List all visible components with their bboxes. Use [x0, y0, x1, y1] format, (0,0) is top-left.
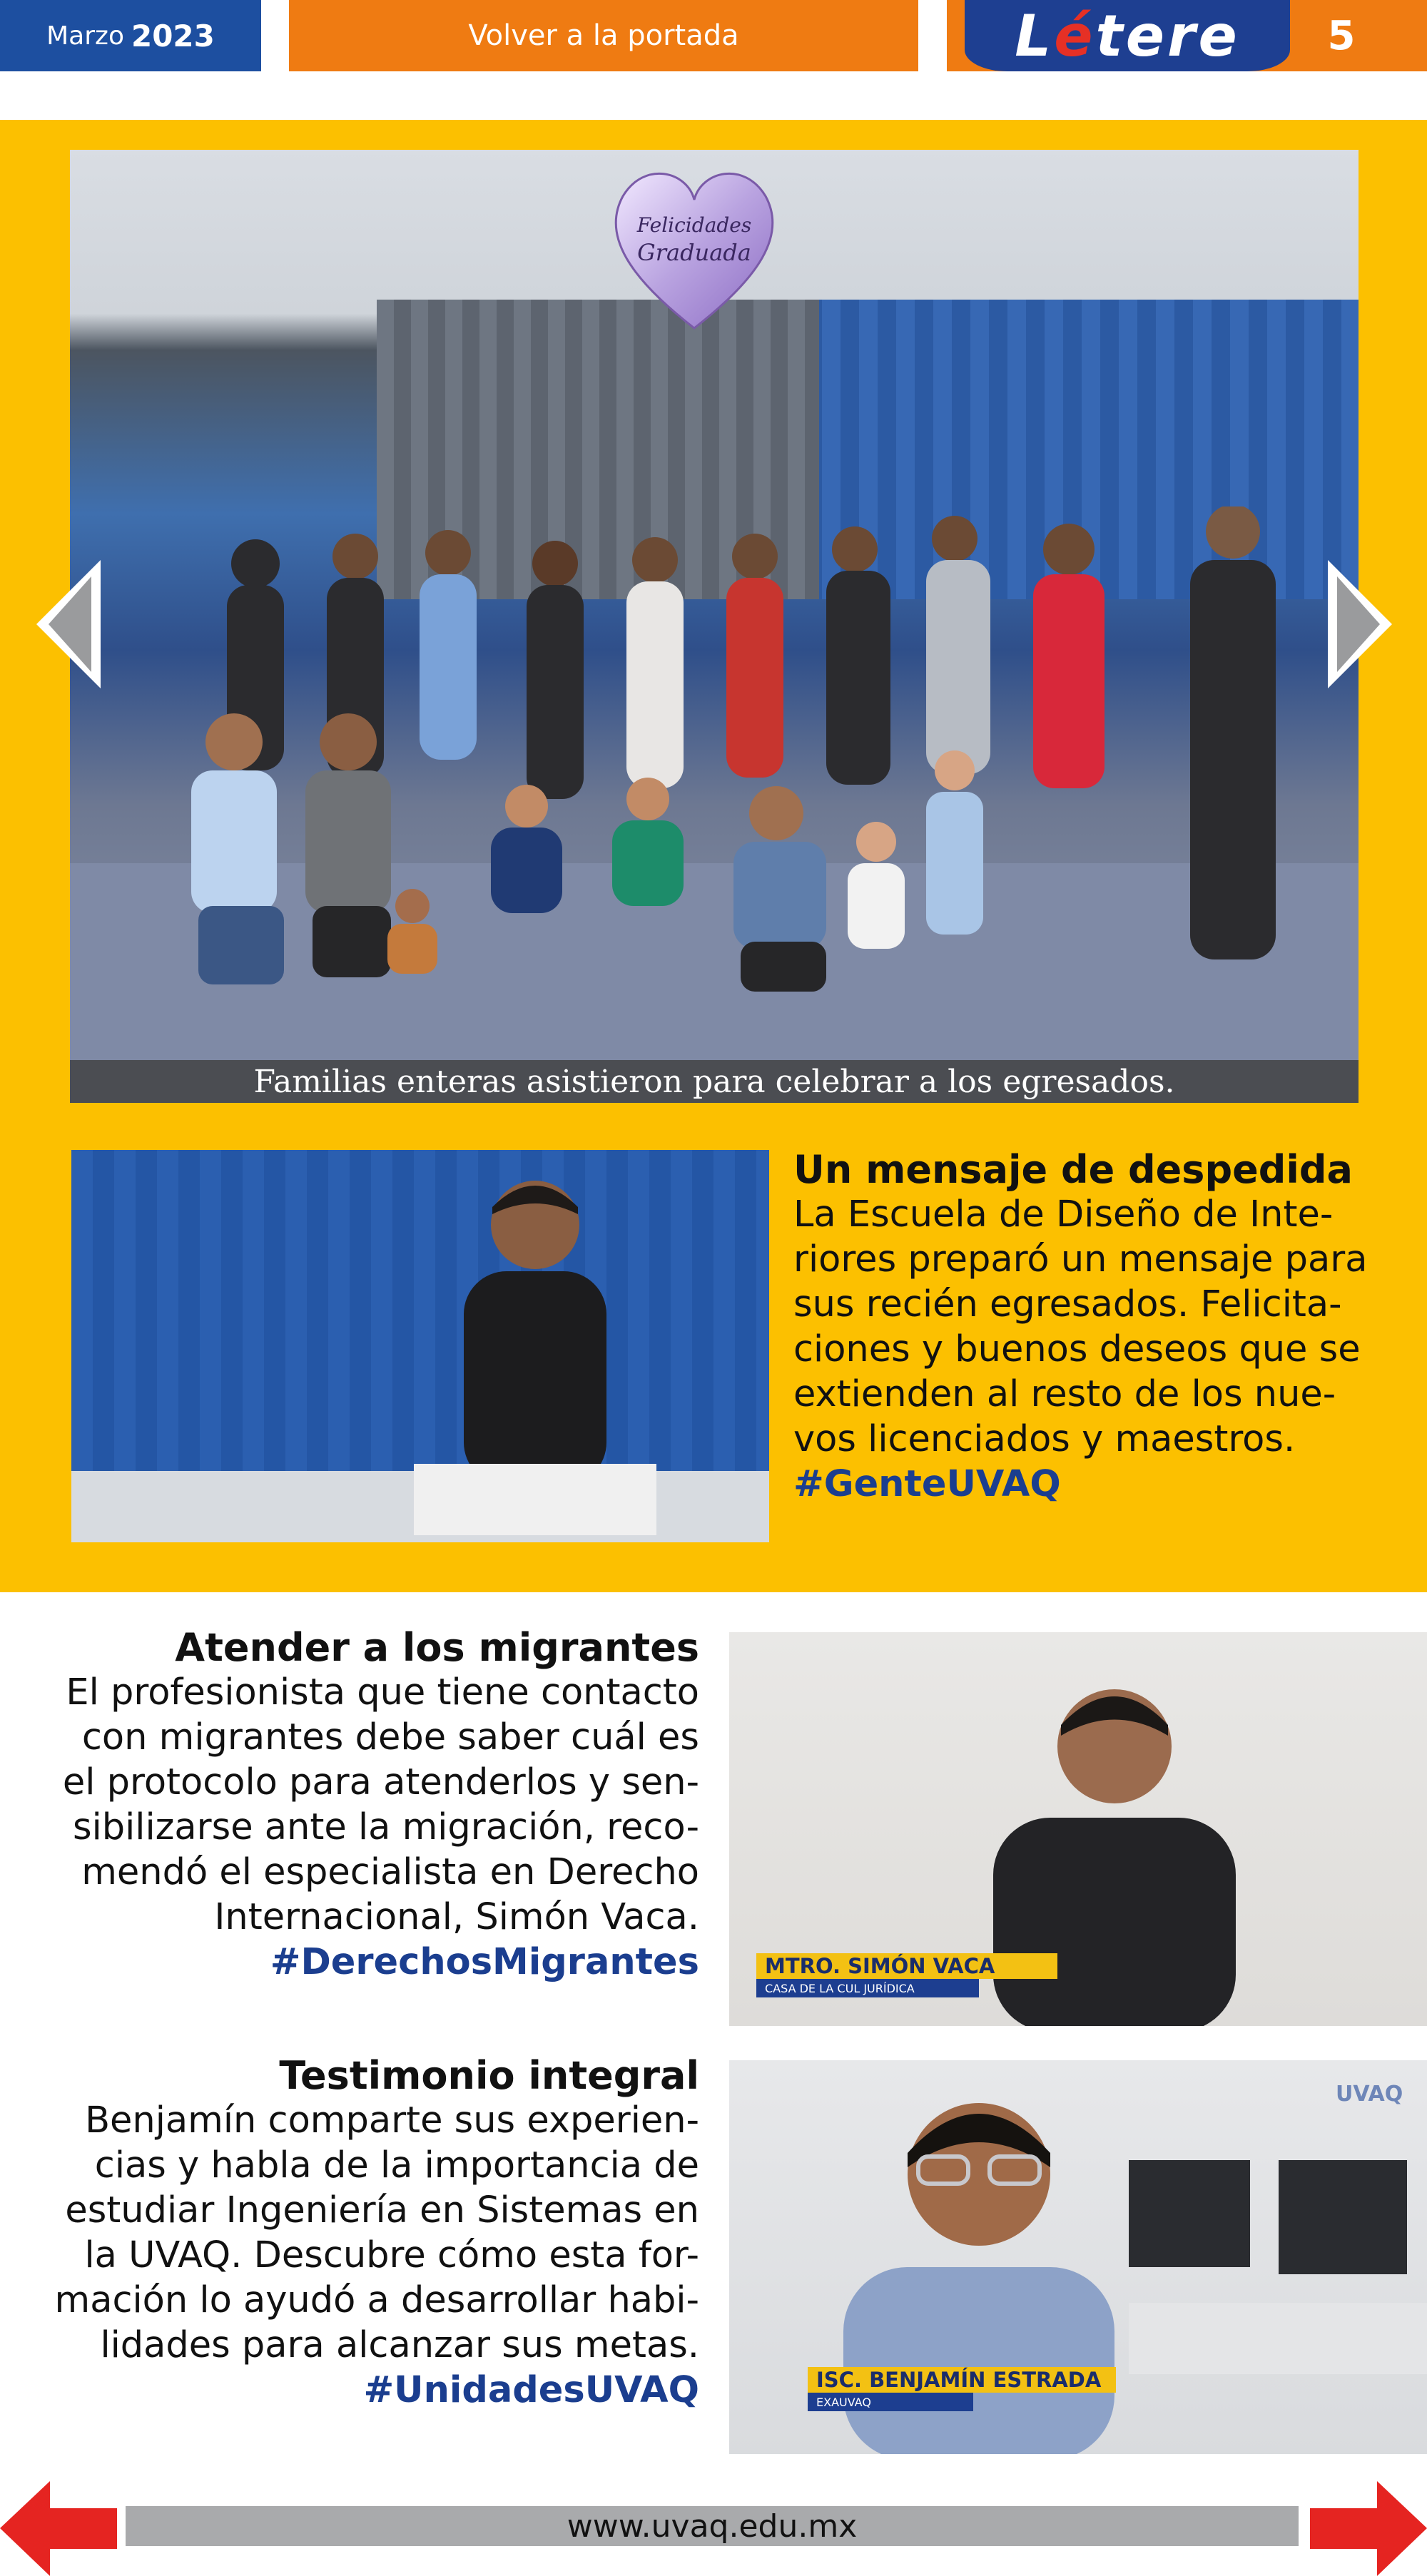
computer-monitors — [1129, 2160, 1427, 2374]
speaker-name-banner: MTRO. SIMÓN VACA — [756, 1953, 1057, 1979]
issue-month: Marzo — [46, 21, 124, 51]
story-body-line: El profesionista que tiene contacto — [66, 1671, 699, 1714]
story-body-line: extienden al resto de los nue- — [793, 1373, 1336, 1415]
balloon-line2: Graduada — [637, 239, 751, 266]
story-body-line: mendó el especialista en Derecho — [81, 1851, 699, 1893]
issue-year: 2023 — [131, 18, 215, 54]
speaker-affiliation: CASA DE LA CUL JURÍDICA — [756, 1979, 979, 1997]
story-title: Atender a los migrantes — [175, 1625, 699, 1670]
letere-logo[interactable] — [965, 0, 1290, 71]
balloon-line1: Felicidades — [636, 213, 752, 237]
story-hashtag-link[interactable]: #UnidadesUVAQ — [363, 2369, 699, 2411]
issue-date — [0, 0, 261, 71]
story-body-line: riores preparó un mensaje para — [793, 1238, 1368, 1281]
story-hashtag-link[interactable]: #DerechosMigrantes — [270, 1941, 699, 1983]
graduates-and-families — [113, 506, 1326, 1020]
story-title: Un mensaje de despedida — [793, 1147, 1353, 1192]
back-to-cover-button[interactable]: Volver a la portada — [289, 0, 918, 71]
story-body-line: lidades para alcanzar sus metas. — [100, 2324, 699, 2366]
next-page-arrow-icon[interactable] — [1310, 2481, 1427, 2576]
brand-wordmark: Létere — [1015, 2, 1240, 69]
story-body-line: Benjamín comparte sus experien- — [85, 2099, 699, 2142]
speaker-affiliation: EXAUVAQ — [808, 2393, 973, 2411]
story-body-line: con migrantes debe saber cuál es — [81, 1716, 699, 1758]
previous-page-arrow-icon[interactable] — [0, 2481, 117, 2576]
slideshow-prev-arrow-icon[interactable] — [33, 556, 104, 692]
story-hashtag-link[interactable]: #GenteUVAQ — [793, 1463, 1061, 1505]
migrants-video-thumbnail[interactable] — [729, 1632, 1427, 2026]
speaker-name-banner: ISC. BENJAMÍN ESTRADA — [808, 2367, 1116, 2393]
story-body-line: vos licenciados y maestros. — [793, 1418, 1296, 1460]
photo-caption: Familias enteras asistieron para celebrar a los egresados. — [70, 1060, 1359, 1103]
graduation-group-photo — [70, 150, 1359, 1060]
graduate-portrait — [414, 1164, 656, 1535]
slideshow-next-arrow-icon[interactable] — [1324, 556, 1396, 692]
story-body-line: mación lo ayudó a desarrollar habi- — [54, 2279, 699, 2321]
story-body-line: sus recién egresados. Felicita- — [793, 1283, 1342, 1325]
uvaq-watermark: UVAQ — [1336, 2082, 1403, 2107]
story-title: Testimonio integral — [279, 2053, 699, 2098]
story-migrants — [29, 1625, 699, 1985]
story-farewell-message — [793, 1147, 1407, 1507]
story-body-line: estudiar Ingeniería en Sistemas en — [65, 2189, 699, 2231]
story-body-line: cias y habla de la importancia de — [94, 2144, 699, 2186]
story-testimonial — [29, 2053, 699, 2413]
interior-design-video-thumbnail[interactable] — [71, 1150, 769, 1542]
page-number: 5 — [1327, 12, 1356, 59]
story-body-line: sibilizarse ante la migración, reco- — [73, 1806, 699, 1848]
story-body-line: el protocolo para atenderlos y sen- — [62, 1761, 699, 1803]
story-body-line: La Escuela de Diseño de Inte- — [793, 1193, 1334, 1236]
story-body-line: Internacional, Simón Vaca. — [214, 1896, 699, 1938]
story-body-line: la UVAQ. Descubre cómo esta for- — [84, 2234, 699, 2276]
testimonial-video-thumbnail[interactable] — [729, 2060, 1427, 2454]
story-body-line: ciones y buenos deseos que se — [793, 1328, 1361, 1370]
heart-balloon-icon — [601, 157, 787, 342]
brand-accent-letter: é — [1054, 2, 1096, 69]
website-url-link[interactable]: www.uvaq.edu.mx — [126, 2506, 1299, 2546]
